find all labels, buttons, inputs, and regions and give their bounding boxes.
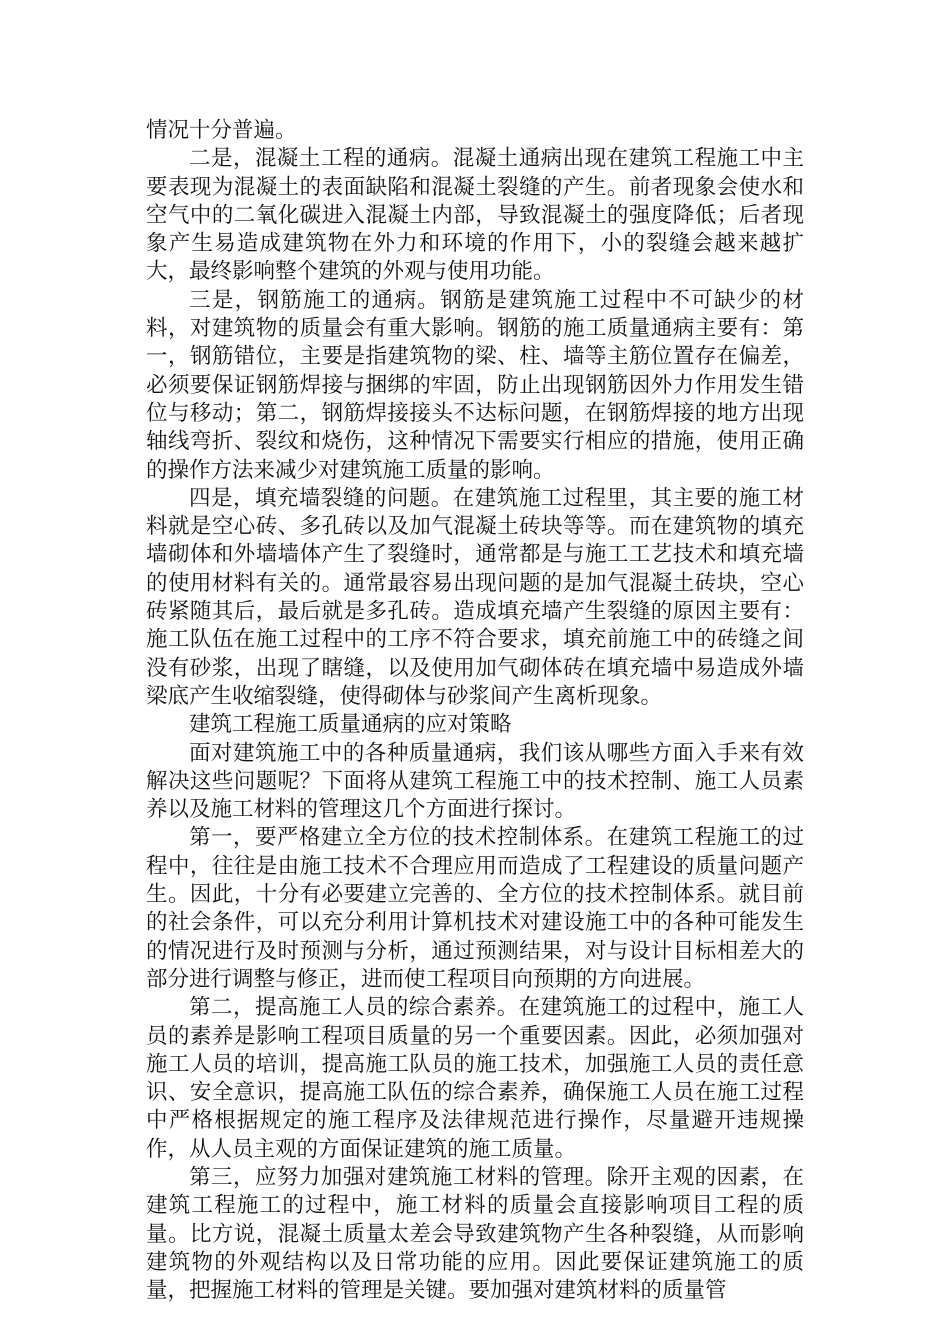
paragraph-personnel-quality: 第二，提高施工人员的综合素养。在建筑施工的过程中，施工人员的素养是影响工程项目质量的另一个重要因素。因此，必须加强对施工人员的培训，提高施工队员的施工技术，加强施工人员的责任意识、安全意识，提高施工队伍的综合素养，确保施工人员在施工过程中严格根据规定的施工程序及法律规范进行操作，尽量避开违规操作，从人员主观的方面保证建筑的施工质量。 — [146, 995, 804, 1162]
document-page — [146, 117, 804, 1305]
paragraph-continuation: 情况十分普遍。 — [146, 118, 297, 143]
paragraph-material-management: 第三，应努力加强对建筑施工材料的管理。除开主观的因素，在建筑工程施工的过程中，施工材料的质量会直接影响项目工程的质量。比方说，混凝土质量太差会导致建筑物产生各种裂缝，从而影响建筑物的外观结构以及日常功能的应用。因此要保证建筑施工的质量，把握施工材料的管理是关键。要加强对建筑材料的质量管 — [146, 1164, 804, 1304]
paragraph-infill-wall-cracks: 四是，填充墙裂缝的问题。在建筑施工过程里，其主要的施工材料就是空心砖、多孔砖以及加气混凝土砖块等等。而在建筑物的填充墙砌体和外墙墙体产生了裂缝时，通常都是与施工工艺技术和填充墙的使用材料有关的。通常最容易出现问题的是加气混凝土砖块，空心砖紧随其后，最后就是多孔砖。造成填充墙产生裂缝的原因主要有：施工队伍在施工过程中的工序不符合要求，填充前施工中的砖缝之间没有砂浆，出现了瞎缝，以及使用加气砌体砖在填充墙中易造成外墙梁底产生收缩裂缝，使得砌体与砂浆间产生离析现象。 — [146, 485, 804, 709]
section-heading-countermeasures: 建筑工程施工质量通病的应对策略 — [189, 712, 512, 738]
paragraph-concrete-defects: 二是，混凝土工程的通病。混凝土通病出现在建筑工程施工中主要表现为混凝土的表面缺陷和混凝土裂缝的产生。前者现象会使水和空气中的二氧化碳进入混凝土内部，导致混凝土的强度降低；后者现象产生易造成建筑物在外力和环境的作用下，小的裂缝会越来越扩大，最终影响整个建筑的外观与使用功能。 — [146, 146, 804, 285]
paragraph-intro-countermeasures: 面对建筑施工中的各种质量通病，我们该从哪些方面入手来有效解决这些问题呢？下面将从建筑工程施工中的技术控制、施工人员素养以及施工材料的管理这几个方面进行探讨。 — [146, 740, 804, 823]
paragraph-rebar-defects: 三是，钢筋施工的通病。钢筋是建筑施工过程中不可缺少的材料，对建筑物的质量会有重大影响。钢筋的施工质量通病主要有：第一，钢筋错位，主要是指建筑物的梁、柱、墙等主筋位置存在偏差，必须要保证钢筋焊接与捆绑的牢固，防止出现钢筋因外力作用发生错位与移动；第二，钢筋焊接接头不达标问题，在钢筋焊接的地方出现轴线弯折、裂纹和烧伤，这种情况下需要实行相应的措施，使用正确的操作方法来减少对建筑施工质量的影响。 — [146, 287, 804, 483]
paragraph-technical-control: 第一，要严格建立全方位的技术控制体系。在建筑工程施工的过程中，往往是由施工技术不合理应用而造成了工程建设的质量问题产生。因此，十分有必要建立完善的、全方位的技术控制体系。就目前的社会条件，可以充分利用计算机技术对建设施工中的各种可能发生的情况进行及时预测与分析，通过预测结果，对与设计目标相差大的部分进行调整与修正，进而使工程项目向预期的方向进展。 — [146, 825, 804, 992]
